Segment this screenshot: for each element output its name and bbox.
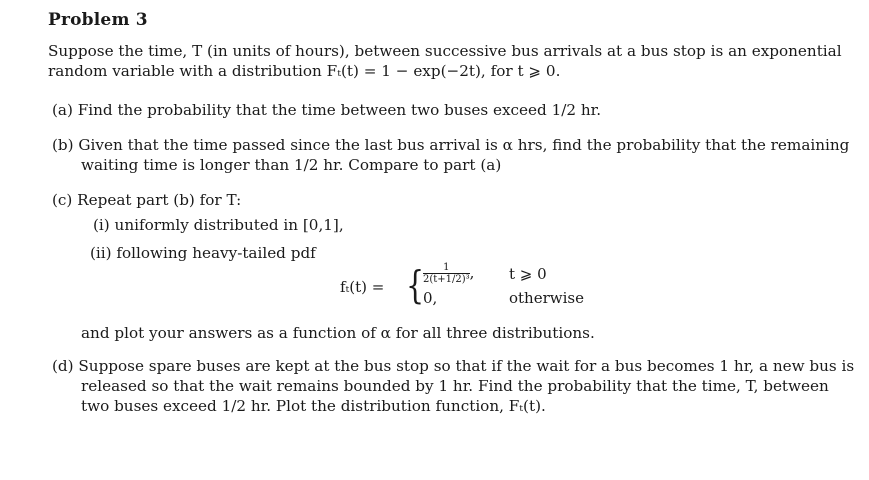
part-c-sub-ii: (ii) following heavy-tailed pdf — [90, 244, 316, 262]
pdf-case-1-numerator: 1 — [423, 262, 470, 274]
pdf-case-1-comma: , — [469, 263, 475, 282]
pdf-lhs: fₜ(t) = — [340, 278, 385, 296]
problem-title: Problem 3 — [48, 10, 148, 30]
pdf-case-1-fraction — [423, 262, 470, 285]
pdf-case-1-denominator: 2(t+1/2)³ — [423, 274, 470, 285]
part-a-text: (a) Find the probability that the time between two buses exceed 1/2 hr. — [52, 101, 602, 119]
part-b-line-2: waiting time is longer than 1/2 hr. Compare to part (a) — [81, 156, 502, 174]
pdf-case-1-condition: t ⩾ 0 — [509, 265, 547, 283]
intro-line-2: random variable with a distribution Fₜ(t) = 1 − exp(−2t), for t ⩾ 0. — [48, 62, 561, 80]
intro-line-1: Suppose the time, T (in units of hours), between successive bus arrivals at a bus stop is an exponential — [48, 42, 842, 60]
part-c-line-1: (c) Repeat part (b) for T: — [52, 191, 242, 209]
pdf-case-1-value — [423, 262, 474, 285]
part-c-sub-i: (i) uniformly distributed in [0,1], — [93, 216, 344, 234]
pdf-brace: { — [406, 263, 425, 307]
part-d-line-2: released so that the wait remains bounded by 1 hr. Find the probability that the time, T, between — [81, 377, 829, 395]
pdf-case-2-condition: otherwise — [509, 289, 584, 307]
pdf-case-2-value: 0, — [423, 289, 438, 307]
part-b-line-1: (b) Given that the time passed since the last bus arrival is α hrs, find the probability that the remaining — [52, 136, 850, 154]
part-d-line-1: (d) Suppose spare buses are kept at the bus stop so that if the wait for a bus becomes 1 hr, a new bus is — [52, 357, 855, 375]
part-c-after: and plot your answers as a function of α for all three distributions. — [81, 324, 595, 342]
part-d-line-3: two buses exceed 1/2 hr. Plot the distribution function, Fₜ(t). — [81, 397, 546, 415]
